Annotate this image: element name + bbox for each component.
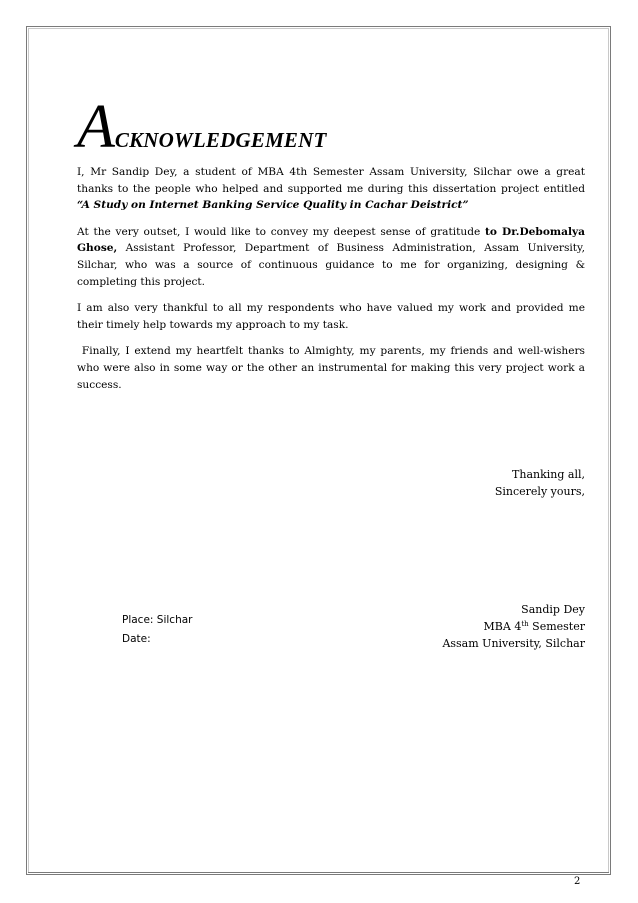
paragraph-2-after: Assistant Professor, Department of Business Administration, Assam University, Silchar, who was a source of continuous guidance to me for organizing, designing & completing this project. [77,242,585,288]
signature-block [442,601,585,652]
title-initial: A [77,93,115,161]
acknowledgement-body [77,164,589,403]
paragraph-1-text: I, Mr Sandip Dey, a student of MBA 4th Semester Assam University, Silchar owe a great thanks to the people who helped and supported me during this dissertation project entitled [77,166,585,195]
page-title [77,93,327,161]
closing-line-1: Thanking all, [512,468,585,481]
closing-line-2: Sincerely yours, [494,485,585,498]
title-rest: CKNOWLEDGEMENT [114,128,327,152]
program-sup: th [521,620,529,628]
paragraph-1 [77,164,585,214]
paragraph-4: Finally, I extend my heartfelt thanks to Almighty, my parents, my friends and well-wishers who were also in some way or the other an instrumental for making this very project work a success. [77,345,589,391]
place-label: Place: Silchar [122,614,193,626]
paragraph-3: I am also very thankful to all my respondents who have valued my work and provided me their timely help towards my approach to my task. [77,302,585,331]
footer-divider [28,872,609,873]
paragraph-2 [77,224,585,290]
guide-name: to Dr.Debomalya Ghose, [77,225,586,255]
closing [495,466,585,500]
date-label: Date: [122,633,151,645]
program-prefix: MBA 4 [483,620,522,633]
program-suffix: Semester [528,620,585,633]
paragraph-2-before: At the very outset, I would like to convey my deepest sense of gratitude [77,225,485,238]
signature-program [442,618,585,635]
page-number: 2 [574,876,581,887]
signature-university: Assam University, Silchar [442,637,585,650]
signature-name: Sandip Dey [521,603,585,616]
project-title: “A Study on Internet Banking Service Quality in Cachar Deistrict” [77,199,469,212]
place-date [122,611,192,649]
